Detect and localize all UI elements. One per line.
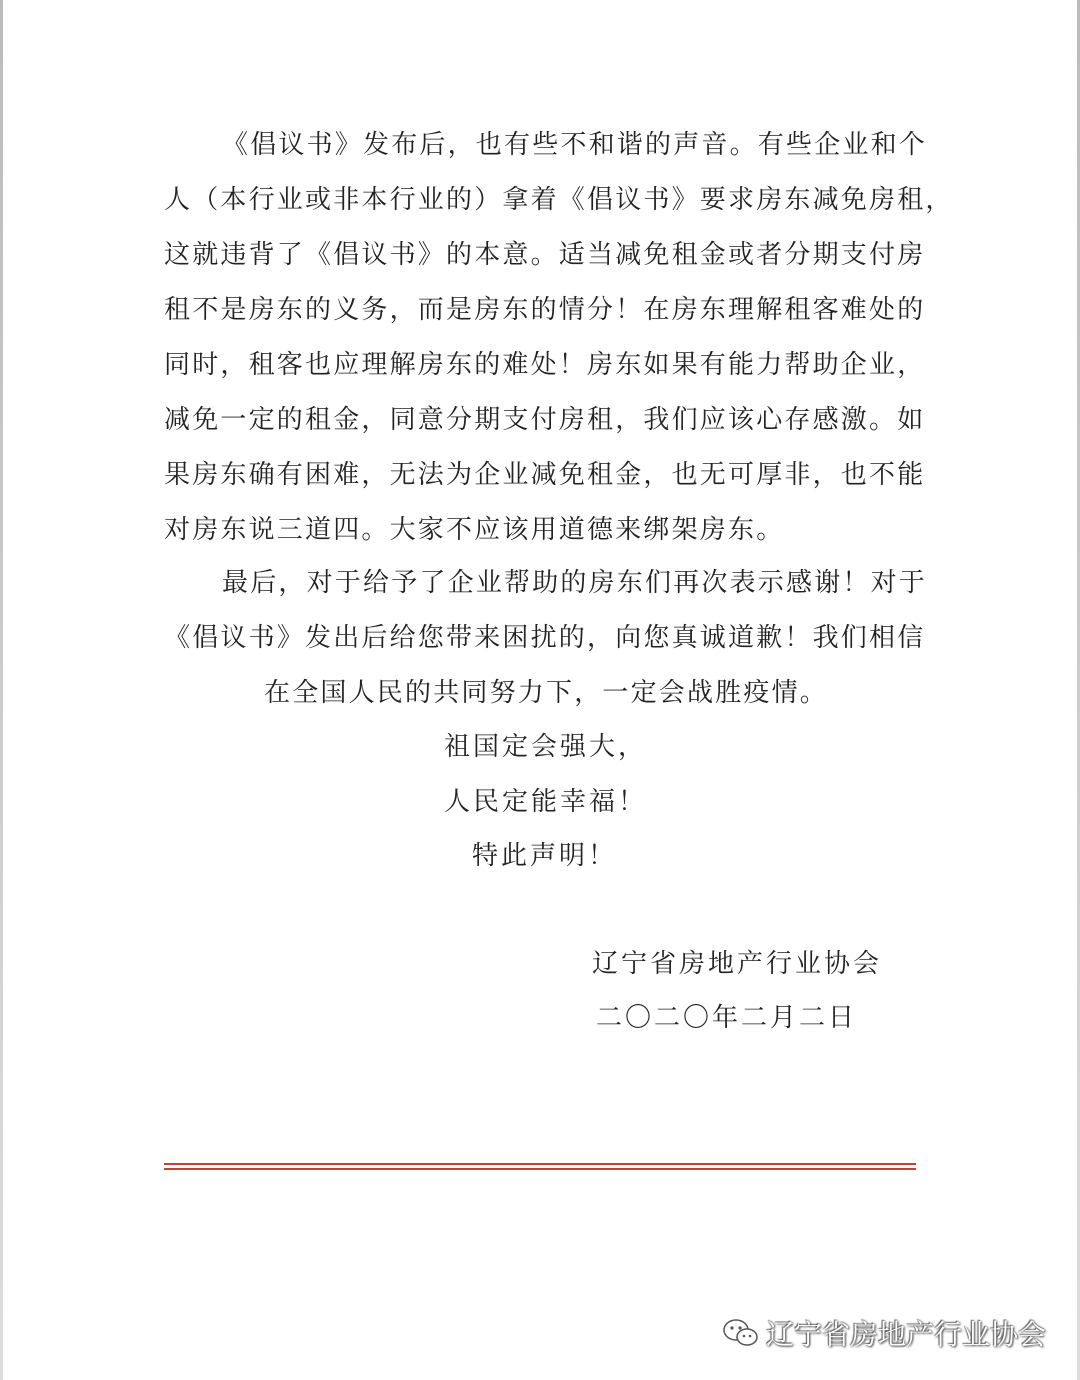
paragraph-2-line-2: 《倡议书》发出后给您带来困扰的，向您真诚道歉！我们相信	[164, 623, 926, 653]
paragraph-1-line-7: 果房东确有困难，无法为企业减免租金，也无可厚非，也不能	[164, 460, 926, 490]
signature-date: 二〇二〇年二月二日	[596, 1003, 858, 1033]
paragraph-1-line-6: 减免一定的租金，同意分期支付房租，我们应该心存感激。如	[164, 405, 926, 435]
paragraph-1-line-4: 租不是房东的义务，而是房东的情分！在房东理解租客难处的	[164, 295, 926, 325]
paragraph-1-line-3: 这就违背了《倡议书》的本意。适当减免租金或者分期支付房	[164, 240, 926, 270]
motto-line-2: 人民定能幸福！	[444, 787, 648, 817]
paragraph-1-line-5: 同时，租客也应理解房东的难处！房东如果有能力帮助企业，	[164, 350, 926, 380]
footer-rule-top	[164, 1163, 916, 1165]
paragraph-1-line-1: 《倡议书》发布后，也有些不和谐的声音。有些企业和个	[222, 130, 928, 160]
paragraph-1-line-8: 对房东说三道四。大家不应该用道德来绑架房东。	[164, 515, 785, 545]
watermark	[722, 1313, 1046, 1353]
wechat-icon	[722, 1317, 760, 1349]
motto-line-1: 祖国定会强大，	[444, 732, 648, 762]
motto-line-3: 特此声明！	[472, 841, 618, 871]
watermark-text: 辽宁省房地产行业协会	[765, 1318, 1046, 1351]
footer-rule-bottom	[164, 1168, 916, 1170]
signature-organization: 辽宁省房地产行业协会	[592, 949, 883, 979]
paragraph-2-line-1: 最后，对于给予了企业帮助的房东们再次表示感谢！对于	[222, 568, 928, 598]
paragraph-2-line-3: 在全国人民的共同努力下，一定会战胜疫情。	[264, 678, 829, 708]
paragraph-1-line-2: 人（本行业或非本行业的）拿着《倡议书》要求房东减免房租，	[164, 185, 954, 215]
